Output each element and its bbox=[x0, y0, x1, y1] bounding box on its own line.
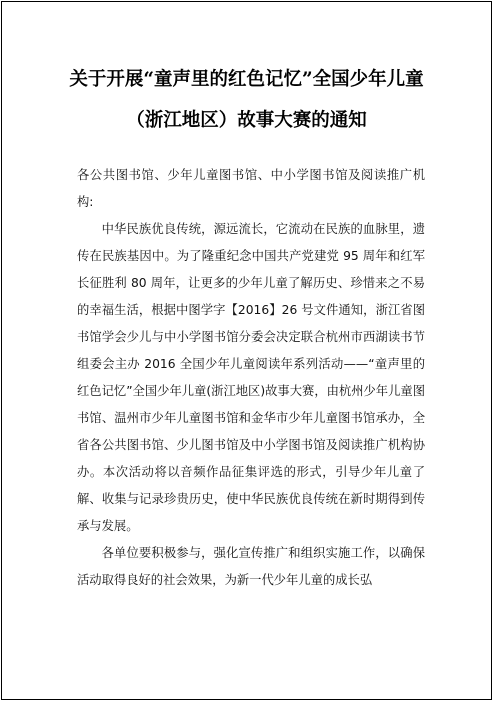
paragraph-2: 各单位要积极参与，强化宣传推广和组织实施工作，以确保活动取得良好的社会效果，为新一代少年儿童的成长弘 bbox=[77, 546, 425, 587]
document-page bbox=[1, 1, 492, 700]
document-body bbox=[77, 162, 425, 594]
paragraph-1: 中华民族优良传统，源远流长，它流动在民族的血脉里，遗传在民族基因中。为了隆重纪念中国共产党建党 95 周年和红军长征胜利 80 周年，让更多的少年儿童了解历史、珍惜来之不易的幸福生活，根据中图学字【2016】26 号文件通知，浙江省图书馆学会少儿与中小学图书馆分委会决定联合杭州市西湖读书节组委会主办 2016 全国少年儿童阅读年系列活动——“童声里的红色记忆”全国少年儿童(浙江地区)故事大赛，由杭州少年儿童图书馆、温州市少年儿童图书馆和金华市少年儿童图书馆承办，全省各公共图书馆、少儿图书馆及中小学图书馆及阅读推广机构协办。本次活动将以音频作品征集评选的形式，引导少年儿童了解、收集与记录珍贵历史，使中华民族优良传统在新时期得到传承与发展。 bbox=[77, 222, 425, 533]
document-title-line-2: （浙江地区）故事大赛的通知 bbox=[126, 110, 367, 131]
document-title-line-1: 关于开展“童声里的红色记忆”全国少年儿童 bbox=[69, 69, 424, 90]
salutation: 各公共图书馆、少年儿童图书馆、中小学图书馆及阅读推广机构: bbox=[77, 168, 425, 209]
